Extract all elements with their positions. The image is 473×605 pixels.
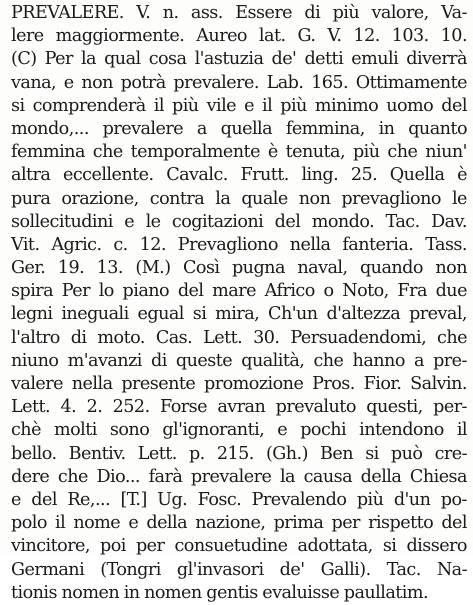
word: Prevalendo xyxy=(251,489,347,510)
word: Così xyxy=(182,258,220,279)
word: spira xyxy=(11,281,54,302)
word: preval, xyxy=(409,304,467,325)
word: nomen xyxy=(61,582,124,603)
word: Dav. xyxy=(431,211,467,232)
word: naval, xyxy=(297,258,348,279)
word: Essere xyxy=(235,3,293,23)
word: è xyxy=(267,142,278,163)
word: hanno xyxy=(352,350,405,371)
word: Africo xyxy=(264,281,315,302)
word: la xyxy=(80,49,96,70)
word: polo xyxy=(11,513,47,534)
word: che xyxy=(313,350,344,371)
word: e xyxy=(244,95,254,116)
word: molti xyxy=(54,420,97,441)
word: comprenderà xyxy=(32,95,146,116)
word: ling. xyxy=(301,165,339,186)
word: eccellente. xyxy=(62,165,154,186)
word: qual xyxy=(104,49,141,70)
word: Prevagliono xyxy=(177,234,278,255)
word: l'altro xyxy=(11,327,60,348)
word: detti xyxy=(304,49,344,70)
word: si xyxy=(11,95,25,116)
word: contra xyxy=(149,188,205,209)
word: nome xyxy=(73,513,121,534)
word: PREVALERE. xyxy=(11,3,124,23)
entry-line xyxy=(11,48,467,71)
word: e xyxy=(11,489,21,510)
word: nazione, xyxy=(195,513,266,534)
word: può xyxy=(390,443,423,464)
word: non xyxy=(435,258,467,279)
word: 252. xyxy=(112,397,150,418)
word: Fior. xyxy=(363,374,402,394)
word: quanto xyxy=(408,118,467,139)
word: non xyxy=(298,188,331,209)
word: per xyxy=(331,513,360,534)
word: Salvin. xyxy=(410,374,467,394)
entry-line xyxy=(11,443,467,466)
word: questi, xyxy=(366,397,423,418)
word: prevalere xyxy=(190,466,272,487)
word: c. xyxy=(113,234,128,255)
word: Lett. xyxy=(137,443,177,464)
word: non xyxy=(81,72,113,93)
word: che xyxy=(387,142,418,163)
entry-line xyxy=(11,118,467,141)
word: p. xyxy=(188,443,205,464)
word: che xyxy=(57,466,88,487)
word: lo xyxy=(98,281,114,302)
word: poi xyxy=(100,536,126,557)
word: o xyxy=(323,281,334,302)
word: lat. xyxy=(258,26,286,47)
word: pura xyxy=(11,188,51,209)
word: vana, xyxy=(11,72,57,93)
word: d'un xyxy=(393,489,431,510)
word: Ger. xyxy=(11,258,46,279)
word: è xyxy=(457,165,467,186)
entry-line xyxy=(11,396,467,419)
entry-line xyxy=(11,303,467,326)
word: piano xyxy=(122,281,170,302)
entry-line xyxy=(11,25,467,48)
word: del xyxy=(274,211,301,232)
word: Pros. xyxy=(312,374,355,394)
word: adottata, xyxy=(297,536,373,557)
word: la xyxy=(279,466,295,487)
word: in xyxy=(378,118,395,139)
word: Agric. xyxy=(51,234,102,255)
word: le xyxy=(451,188,467,209)
entry-line xyxy=(11,280,467,303)
entry-line xyxy=(11,373,467,396)
word: sollecitudini xyxy=(11,211,113,232)
entry-line xyxy=(11,188,467,211)
word: a xyxy=(196,118,207,139)
word: mondo. xyxy=(311,211,375,232)
word: diverrà xyxy=(406,49,467,70)
entry-line xyxy=(11,164,467,187)
word: consuetudine xyxy=(174,536,288,557)
word: in xyxy=(123,582,145,603)
entry-line xyxy=(11,141,467,164)
word: Ch'un xyxy=(268,304,318,325)
word: valere xyxy=(11,374,63,394)
word: moto. xyxy=(97,327,145,348)
word: 13. xyxy=(96,258,123,279)
word: Persuadendomi, xyxy=(290,327,427,348)
word: più xyxy=(352,142,380,163)
word: Lab. xyxy=(266,72,304,93)
word: tionis xyxy=(11,582,62,603)
word: paullatim. xyxy=(343,582,429,603)
word: Per xyxy=(61,281,91,302)
word: fanteria. xyxy=(342,234,414,255)
dictionary-entry xyxy=(11,2,467,605)
word: egual xyxy=(137,304,184,325)
word: Cavalc. xyxy=(166,165,228,186)
word: farà xyxy=(148,466,183,487)
word: gentis xyxy=(206,582,263,603)
entry-line xyxy=(11,489,467,512)
entry-line xyxy=(11,211,467,234)
word: Noto, xyxy=(342,281,389,302)
word: gl'invasori xyxy=(176,559,264,580)
word: Quella xyxy=(389,165,445,186)
word: che xyxy=(92,142,123,163)
word: nella xyxy=(71,374,113,394)
word: uomo xyxy=(386,95,434,116)
entry-line xyxy=(11,72,467,95)
word: due xyxy=(435,281,467,302)
word: cosa xyxy=(148,49,187,70)
entry-line xyxy=(11,559,467,582)
word: prevagliono xyxy=(341,188,441,209)
word: promozione xyxy=(204,374,304,394)
word: intendono xyxy=(359,420,444,441)
word: de' xyxy=(271,49,297,70)
word: del xyxy=(441,513,467,534)
word: Chiesa xyxy=(409,466,467,487)
word: ineguali xyxy=(61,304,129,325)
word: Per xyxy=(44,49,73,70)
word: Tac. xyxy=(385,211,420,232)
word: presente xyxy=(121,374,196,394)
word: tenuta, xyxy=(285,142,346,163)
entry-line xyxy=(11,234,467,257)
word: del xyxy=(441,95,467,116)
entry-line xyxy=(11,257,467,280)
word: altra xyxy=(11,165,51,186)
word: emuli xyxy=(351,49,399,70)
word: quella xyxy=(220,118,273,139)
word: Lett. xyxy=(11,397,51,418)
word: Fra xyxy=(397,281,427,302)
word: nomen xyxy=(144,582,207,603)
word: cre- xyxy=(434,443,467,464)
word: maggiormente. xyxy=(55,26,185,47)
word: più xyxy=(171,95,199,116)
word: della xyxy=(146,513,188,534)
word: 165. xyxy=(311,72,349,93)
word: chè xyxy=(11,420,41,441)
word: di xyxy=(70,327,87,348)
word: (M.) xyxy=(135,258,171,279)
word: femmina, xyxy=(285,118,365,139)
word: po- xyxy=(440,489,467,510)
word: Galli). xyxy=(320,559,371,580)
word: Ug. xyxy=(157,489,188,510)
word: temporalmente xyxy=(130,142,260,163)
word: Forse xyxy=(160,397,207,418)
word: e xyxy=(128,513,139,534)
word: G. xyxy=(297,26,316,47)
word: vincitore, xyxy=(11,536,90,557)
word: rispetto xyxy=(368,513,434,534)
word: Cas. xyxy=(155,327,193,348)
word: [T.] xyxy=(120,489,147,510)
word: più xyxy=(356,489,384,510)
word: legni xyxy=(11,304,53,325)
entry-line xyxy=(11,535,467,558)
word: prevaluto xyxy=(275,397,356,418)
word: più xyxy=(332,3,360,23)
word: 25. xyxy=(350,165,378,186)
word: valore, xyxy=(371,3,429,23)
word: 30. xyxy=(253,327,280,348)
word: per xyxy=(135,536,165,557)
entry-line xyxy=(11,466,467,489)
entry-line xyxy=(11,512,467,535)
word: bello. xyxy=(11,443,57,464)
word: Va- xyxy=(441,3,467,23)
word: Lett. xyxy=(203,327,243,348)
word: Germani xyxy=(11,559,85,580)
word: l'astuzia xyxy=(194,49,264,70)
word: (C) xyxy=(11,49,37,70)
word: n. xyxy=(162,3,179,23)
word: per- xyxy=(433,397,467,418)
word: che xyxy=(437,327,467,348)
word: 4. xyxy=(60,397,77,418)
word: pugna xyxy=(231,258,285,279)
word: dissero xyxy=(406,536,467,557)
word: d'altezza xyxy=(326,304,401,325)
word: Ottimamente xyxy=(355,72,467,93)
word: Aureo xyxy=(196,26,247,47)
word: qualità, xyxy=(241,350,305,371)
word: lere xyxy=(11,26,44,47)
word: Dio... xyxy=(96,466,140,487)
word: a xyxy=(414,350,424,371)
word: orazione, xyxy=(61,188,139,209)
word: le xyxy=(145,211,161,232)
word: evaluisse xyxy=(262,582,344,603)
entry-line xyxy=(11,95,467,118)
word: prima xyxy=(273,513,324,534)
word: 19. xyxy=(57,258,85,279)
word: ass. xyxy=(190,3,223,23)
word: il xyxy=(262,95,273,116)
word: Bentiv. xyxy=(68,443,126,464)
word: mondo,... xyxy=(11,118,89,139)
word: Frutt. xyxy=(240,165,289,186)
word: pre- xyxy=(433,350,467,371)
word: 103. xyxy=(391,26,429,47)
word: sono xyxy=(109,420,150,441)
word: il xyxy=(55,513,66,534)
word: m'avanzi xyxy=(67,350,142,371)
word: quale xyxy=(241,188,288,209)
word: della xyxy=(360,466,402,487)
word: (Tongri xyxy=(100,559,161,580)
word: avran xyxy=(217,397,266,418)
entry-line xyxy=(11,582,467,605)
word: il xyxy=(456,420,467,441)
word: e xyxy=(63,72,74,93)
word: niun' xyxy=(425,142,467,163)
word: dere xyxy=(11,466,50,487)
word: pochi xyxy=(300,420,347,441)
word: di xyxy=(304,3,321,23)
word: si xyxy=(192,304,207,325)
word: mira, xyxy=(215,304,260,325)
word: 12. xyxy=(353,26,380,47)
word: 10. xyxy=(440,26,467,47)
word: e xyxy=(124,211,135,232)
word: prevalere xyxy=(102,118,184,139)
word: mare xyxy=(212,281,256,302)
entry-line xyxy=(11,327,467,350)
word: del xyxy=(31,489,57,510)
word: si xyxy=(365,443,379,464)
word: Na- xyxy=(436,559,467,580)
word: nella xyxy=(289,234,331,255)
word: cogitazioni xyxy=(171,211,264,232)
word: vile xyxy=(206,95,237,116)
word: queste xyxy=(175,350,233,371)
word: Fosc. xyxy=(197,489,242,510)
word: minimo xyxy=(314,95,379,116)
word: Tass. xyxy=(425,234,467,255)
word: gl'ignoranti, xyxy=(162,420,265,441)
word: femmina xyxy=(11,142,85,163)
word: V. xyxy=(327,26,342,47)
word: del xyxy=(177,281,204,302)
entry-line xyxy=(11,2,467,25)
word: si xyxy=(382,536,397,557)
word: causa xyxy=(303,466,353,487)
word: il xyxy=(153,95,164,116)
word: (Gh.) xyxy=(265,443,308,464)
word: Ben xyxy=(320,443,354,464)
word: e xyxy=(277,420,288,441)
word: quando xyxy=(359,258,423,279)
word: più xyxy=(280,95,307,116)
word: V. xyxy=(136,3,151,23)
entry-line xyxy=(11,419,467,442)
word: 215. xyxy=(216,443,254,464)
word: prevalere. xyxy=(173,72,259,93)
word: Re,... xyxy=(67,489,111,510)
word: Vit. xyxy=(11,234,40,255)
word: potrà xyxy=(120,72,166,93)
entry-line xyxy=(11,350,467,373)
word: Tac. xyxy=(386,559,421,580)
word: di xyxy=(150,350,167,371)
word: niuno xyxy=(11,350,59,371)
word: 2. xyxy=(86,397,103,418)
word: la xyxy=(215,188,231,209)
word: de' xyxy=(279,559,305,580)
word: 12. xyxy=(139,234,166,255)
